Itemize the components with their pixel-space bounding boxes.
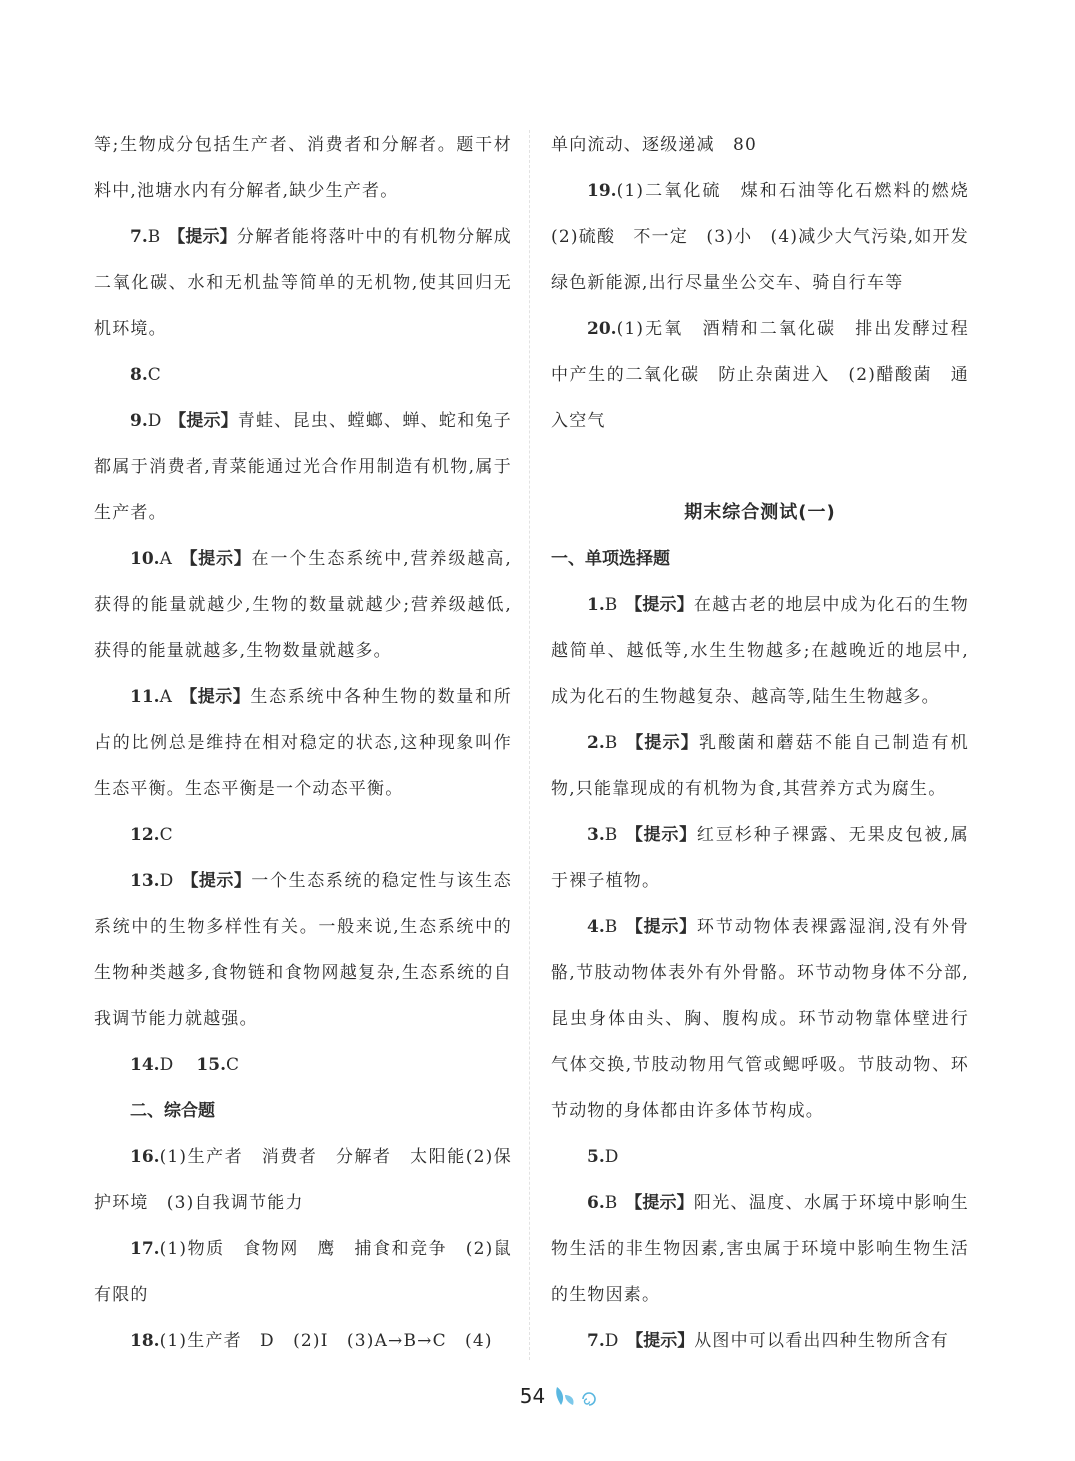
hint-label: 【提示】 — [626, 1331, 695, 1351]
answer-item-17 — [94, 1226, 531, 1318]
answer-letter: D — [159, 871, 175, 891]
answer-letter: B — [604, 733, 619, 753]
section-title — [551, 536, 969, 582]
answer-letter: C — [226, 1055, 241, 1075]
answer-item-6 — [551, 1180, 969, 1318]
hint-text: 环节动物体表裸露湿润,没有外骨骼,节肢动物体表外有外骨骼。环节动物身体不分部,昆虫身体由头、胸、腹构成。环节动物靠体壁进行气体交换,节肢动物用气管或鳃呼吸。节肢动物、环节动物的身体都由许多体节构成。 — [551, 917, 970, 1121]
column-divider — [529, 130, 530, 1360]
question-number: 11. — [130, 687, 160, 707]
answer-item-13 — [94, 858, 512, 1042]
answer-item-12 — [94, 812, 512, 858]
hint-label: 【提示】 — [625, 595, 694, 615]
question-number: 8. — [130, 365, 148, 385]
answer-text: (1)生产者 D (2)Ⅰ (3)A→B→C (4) — [159, 1331, 493, 1351]
question-number: 14. — [130, 1055, 160, 1075]
section-label: 一、单项选择题 — [551, 549, 670, 569]
question-number: 17. — [130, 1239, 160, 1259]
right-column — [551, 122, 988, 1364]
answer-item-1 — [551, 582, 969, 720]
answer-item-7 — [551, 1318, 969, 1364]
hint-label: 【提示】 — [180, 549, 252, 569]
question-number: 3. — [587, 825, 605, 845]
paragraph: 等;生物成分包括生产者、消费者和分解者。题干材料中,池塘水内有分解者,缺少生产者。 — [94, 135, 512, 201]
answer-letter: B — [604, 825, 619, 845]
answer-letter: B — [604, 1193, 619, 1213]
hint-text: 阳光、温度、水属于环境中影响生物生活的非生物因素,害虫属于环境中影响生物生活的生物因素。 — [551, 1193, 970, 1305]
hint-label: 【提示】 — [180, 687, 251, 707]
page-number-text: 54 — [519, 1384, 546, 1408]
answer-item-3 — [551, 812, 969, 904]
answer-text: (1)物质 食物网 鹰 捕食和竞争 (2)鼠 有限的 — [94, 1239, 531, 1305]
question-number: 20. — [587, 319, 617, 339]
answer-text: (1)生产者 消费者 分解者 太阳能(2)保护环境 (3)自我调节能力 — [94, 1147, 512, 1213]
answer-item-18 — [94, 1318, 512, 1364]
hint-text: 生态系统中各种生物的数量和所占的比例总是维持在相对稳定的状态,这种现象叫作生态平衡。生态平衡是一个动态平衡。 — [94, 687, 512, 799]
question-number: 13. — [130, 871, 160, 891]
question-number: 16. — [130, 1147, 160, 1167]
answer-letter: D — [159, 1055, 175, 1075]
hint-text: 分解者能将落叶中的有机物分解成二氧化碳、水和无机盐等简单的无机物,使其回归无机环境。 — [94, 227, 513, 339]
answer-item-2 — [551, 720, 969, 812]
hint-text: 乳酸菌和蘑菇不能自己制造有机物,只能靠现成的有机物为食,其营养方式为腐生。 — [551, 733, 969, 799]
question-number: 19. — [587, 181, 617, 201]
question-number: 7. — [587, 1331, 605, 1351]
question-number: 12. — [130, 825, 160, 845]
answer-text: (1)二氧化硫 煤和石油等化石燃料的燃烧 (2)硫酸 不一定 (3)小 (4)减少大气污染,如开发绿色新能源,出行尽量坐公交车、骑自行车等 — [551, 181, 988, 293]
answer-letter: D — [604, 1331, 620, 1351]
page-number — [0, 1384, 1075, 1408]
hint-text: 在一个生态系统中,营养级越高,获得的能量就越少,生物的数量就越少;营养级越低,获得的能量就越多,生物数量就越多。 — [94, 549, 513, 661]
hint-label: 【提示】 — [625, 825, 697, 845]
answer-item-5 — [551, 1134, 969, 1180]
paragraph: 单向流动、逐级递减 80 — [551, 135, 758, 155]
answer-letter: D — [147, 411, 163, 431]
hint-text: 一个生态系统的稳定性与该生态系统中的生物多样性有关。一般来说,生态系统中的生物种类越多,食物链和食物网越复杂,生态系统的自我调节能力就越强。 — [94, 871, 512, 1029]
answer-letter: B — [147, 227, 162, 247]
question-number: 5. — [587, 1147, 605, 1167]
answer-item-9 — [94, 398, 512, 536]
question-number: 7. — [130, 227, 148, 247]
hint-label: 【提示】 — [168, 227, 237, 247]
hint-text: 在越古老的地层中成为化石的生物越简单、越低等,水生生物越多;在越晚近的地层中,成为化石的生物越复杂、越高等,陆生生物越多。 — [551, 595, 970, 707]
question-number: 18. — [130, 1331, 160, 1351]
hint-label: 【提示】 — [625, 917, 697, 937]
hint-label: 【提示】 — [169, 411, 238, 431]
hint-label: 【提示】 — [181, 871, 252, 891]
answer-item-20 — [551, 306, 969, 444]
answer-letter: C — [159, 825, 174, 845]
answer-letter: D — [604, 1147, 620, 1167]
hint-text: 从图中可以看出四种生物所含有 — [694, 1331, 950, 1351]
answer-letter: B — [604, 917, 619, 937]
question-number: 9. — [130, 411, 148, 431]
answer-text: (1)无氧 酒精和二氧化碳 排出发酵过程中产生的二氧化碳 防止杂菌进入 (2)醋酸菌 通入空气 — [551, 319, 969, 431]
question-number: 10. — [130, 549, 160, 569]
section-label: 二、综合题 — [130, 1101, 215, 1121]
answer-item-8 — [94, 352, 512, 398]
answer-letter: C — [147, 365, 162, 385]
answer-item-19 — [551, 168, 988, 306]
answer-item-16 — [94, 1134, 512, 1226]
hint-label: 【提示】 — [625, 1193, 694, 1213]
answer-letter: A — [159, 549, 174, 569]
answer-letter: A — [159, 687, 174, 707]
leaf-swirl-icon — [553, 1383, 599, 1409]
question-number: 6. — [587, 1193, 605, 1213]
question-number: 15. — [196, 1055, 226, 1075]
answer-item-14-15 — [94, 1042, 512, 1088]
question-number: 4. — [587, 917, 605, 937]
test-heading: 期末综合测试(一) — [684, 502, 836, 523]
answer-item-10 — [94, 536, 512, 674]
answer-item-7 — [94, 214, 512, 352]
answer-item-4 — [551, 904, 969, 1134]
section-title — [94, 1088, 512, 1134]
hint-label: 【提示】 — [626, 733, 699, 753]
answer-item-11 — [94, 674, 512, 812]
hint-text: 红豆杉种子裸露、无果皮包被,属于裸子植物。 — [551, 825, 970, 891]
answer-letter: B — [604, 595, 619, 615]
left-column — [94, 122, 531, 1364]
question-number: 1. — [587, 595, 605, 615]
question-number: 2. — [587, 733, 605, 753]
hint-text: 青蛙、昆虫、螳螂、蝉、蛇和兔子都属于消费者,青菜能通过光合作用制造有机物,属于生产者。 — [94, 411, 513, 523]
